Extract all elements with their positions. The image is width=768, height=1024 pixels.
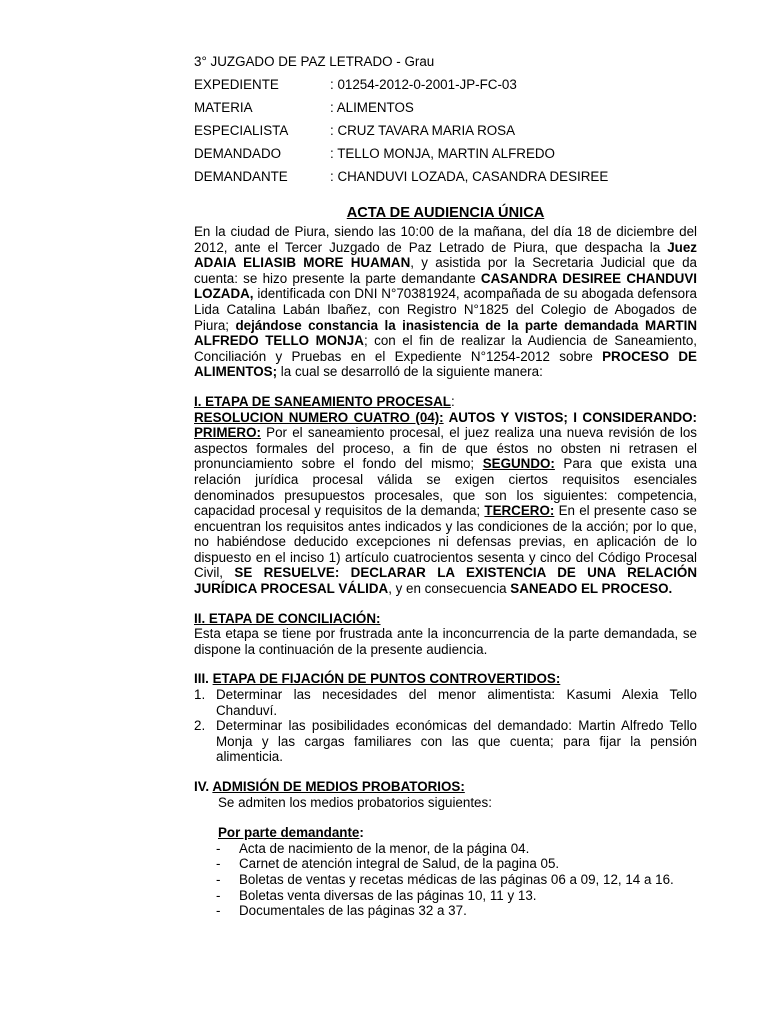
- header-value: : CHANDUVI LOZADA, CASANDRA DESIREE: [330, 169, 609, 184]
- header-label: DEMANDADO: [194, 146, 282, 161]
- heading-colon: :: [450, 393, 455, 409]
- list-item: [194, 687, 697, 718]
- section-heading: II. ETAPA DE CONCILIACIÓN:: [194, 610, 381, 626]
- header-row-materia: [194, 96, 697, 119]
- header-row-demandado: [194, 142, 697, 165]
- item-number: 1.: [194, 687, 206, 703]
- section-heading: ADMISIÓN DE MEDIOS PROBATORIOS:: [212, 779, 465, 794]
- subheading-colon: :: [359, 825, 364, 841]
- list-item: - Acta de nacimiento de la menor, de la página 04.: [216, 840, 530, 856]
- section-heading: ETAPA DE FIJACIÓN DE PUNTOS CONTROVERTIDOS:: [212, 671, 561, 687]
- subheading-text: Por parte demandante: [218, 825, 360, 841]
- primero-label: PRIMERO:: [194, 425, 261, 441]
- header-value: : TELLO MONJA, MARTIN ALFREDO: [330, 146, 555, 161]
- plaintiff-name: CASANDRA DESIREE CHANDUVI LOZADA,: [194, 270, 697, 302]
- item-text: Acta de nacimiento de la menor, de la página 04.: [239, 840, 530, 856]
- item-text: Boletas de ventas y recetas médicas de las páginas 06 a 09, 12, 14 a 16.: [239, 871, 674, 887]
- controversy-list: [194, 687, 697, 765]
- header-value: : 01254-2012-0-2001-JP-FC-03: [330, 77, 517, 92]
- section-conciliacion: [194, 611, 697, 658]
- resolution-label: RESOLUCION NUMERO CUATRO (04):: [194, 409, 444, 425]
- section-heading: I. ETAPA DE SANEAMIENTO PROCESAL: [194, 393, 451, 409]
- intro-text: la cual se desarrolló de la siguiente manera:: [277, 364, 543, 380]
- evidence-list: [194, 841, 697, 919]
- section-text: Para que exista una relación jurídica procesal válida se exigen ciertos requisitos esenciales denominados presupuestos procesales, que son los siguientes: competencia, capacidad procesal y requisitos de la demanda;: [194, 456, 697, 519]
- section-text: , y en consecuencia: [388, 581, 511, 597]
- section-text: Por el saneamiento procesal, el juez realiza una nueva revisión de los aspectos formales del proceso, a fin de que éstos no obsten ni retrasen el pronunciamiento sobre el fondo del mismo;: [194, 425, 697, 472]
- resolution-decision: SE RESUELVE: DECLARAR LA EXISTENCIA DE UNA RELACIÓN JURÍDICA PROCESAL VÁLIDA: [194, 565, 698, 597]
- section-saneamiento: [194, 394, 697, 597]
- list-item: [194, 718, 697, 765]
- tercero-label: TERCERO:: [484, 503, 555, 519]
- header-row-demandante: [194, 165, 697, 188]
- section-puntos-heading: [194, 671, 697, 687]
- item-text: Documentales de las páginas 32 a 37.: [239, 903, 467, 919]
- evidence-subheading: [194, 825, 697, 841]
- list-item: - Boletas de ventas y recetas médicas de las páginas 06 a 09, 12, 14 a 16.: [216, 871, 674, 887]
- intro-text: En la ciudad de Piura, siendo las 10:00 de la mañana, del día 18 de diciembre del 2012, ante el Tercer Juzgado de Paz Letrado de Piura, que despacha la: [194, 224, 697, 255]
- section-number: IV.: [194, 779, 213, 794]
- header-row-expediente: [194, 73, 697, 96]
- intro-paragraph: [194, 224, 697, 380]
- intro-text: identificada con DNI N°70381924, acompañada de su abogada defensora Lida Catalina Labán Ibañez, con Registro N°1825 del Colegio de Abogados de Piura;: [194, 286, 697, 333]
- item-number: 2.: [194, 718, 206, 734]
- list-item: - Carnet de atención integral de Salud, de la pagina 05.: [216, 856, 560, 872]
- header-row-especialista: [194, 119, 697, 142]
- item-text: Determinar las posibilidades económicas del demandado: Martin Alfredo Tello Monja y las cargas familiares con las que cuenta; para fijar la pensión alimenticia.: [216, 718, 697, 765]
- evidence-intro: Se admiten los medios probatorios siguientes:: [218, 794, 492, 810]
- court-name: 3° JUZGADO DE PAZ LETRADO - Grau: [194, 54, 435, 69]
- judge-name: Juez ADAIA ELIASIB MORE HUAMAN: [194, 239, 697, 271]
- item-text: Carnet de atención integral de Salud, de la pagina 05.: [239, 856, 560, 872]
- intro-text: ; con el fin de realizar la Audiencia de Saneamiento, Conciliación y Pruebas en el Expediente N°1254-2012 sobre: [194, 333, 697, 364]
- header-label: ESPECIALISTA: [194, 123, 289, 138]
- item-text: Determinar las necesidades del menor alimentista: Kasumi Alexia Tello Chanduví.: [216, 687, 697, 718]
- intro-text: , y asistida por la Secretaria Judicial que da cuenta: se hizo presente la parte demandante: [194, 255, 697, 286]
- header-label: EXPEDIENTE: [194, 77, 279, 92]
- saneado-label: SANEADO EL PROCESO.: [510, 581, 673, 597]
- section-text: En el presente caso se encuentran los requisitos antes indicados y las condiciones de la acción; por lo que, no habiéndose deducido excepciones ni defensas previas, en aplicación de lo dispuesto en el inciso 1) artículo cuatrocientos sesenta y cinco del Código Procesal Civil,: [194, 503, 697, 581]
- section-number: III.: [194, 671, 213, 687]
- header-value: : ALIMENTOS: [330, 100, 414, 115]
- absence-note: dejándose constancia la inasistencia de la parte demandada MARTIN ALFREDO TELLO MONJA: [194, 317, 698, 349]
- list-item: - Documentales de las páginas 32 a 37.: [216, 903, 467, 919]
- section-text: Esta etapa se tiene por frustrada ante la inconcurrencia de la parte demandada, se dispone la continuación de la presente audiencia.: [194, 626, 697, 657]
- document-title: ACTA DE AUDIENCIA ÚNICA: [346, 205, 545, 221]
- header-label: MATERIA: [194, 100, 253, 115]
- list-item: - Boletas venta diversas de las páginas 10, 11 y 13.: [216, 887, 537, 903]
- item-text: Boletas venta diversas de las páginas 10, 11 y 13.: [239, 887, 537, 903]
- autos-label: AUTOS Y VISTOS; I CONSIDERANDO:: [443, 409, 697, 425]
- header-label: DEMANDANTE: [194, 169, 288, 184]
- header-value: : CRUZ TAVARA MARIA ROSA: [330, 123, 516, 138]
- section-medios-heading: [194, 779, 697, 795]
- segundo-label: SEGUNDO:: [482, 456, 555, 472]
- document-page: [194, 50, 697, 919]
- process-type: PROCESO DE ALIMENTOS;: [194, 348, 697, 380]
